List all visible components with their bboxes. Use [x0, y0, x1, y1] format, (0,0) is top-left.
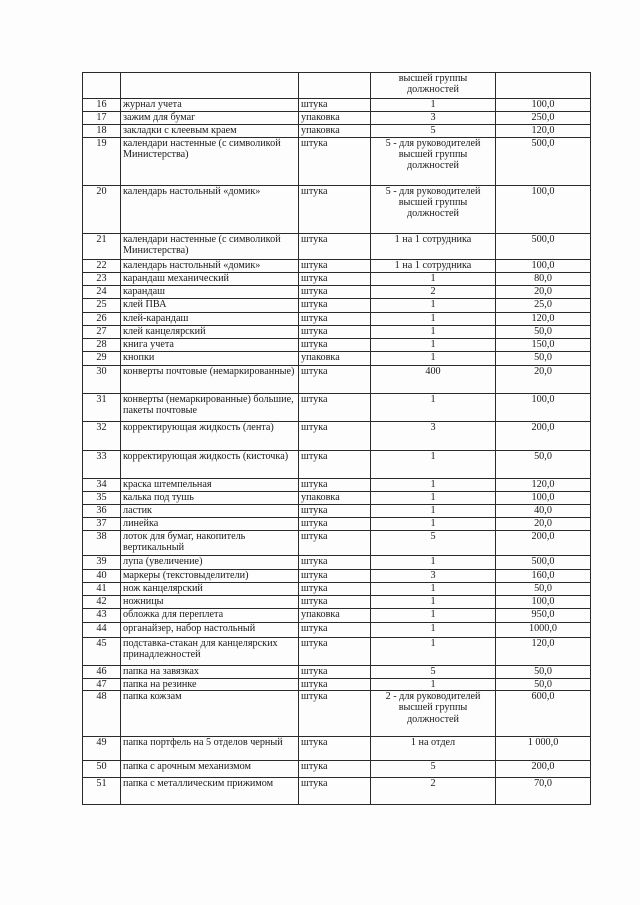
cell-unit: штука — [299, 138, 371, 186]
cell-price: 120,0 — [496, 638, 591, 666]
cell-unit: упаковка — [299, 352, 371, 366]
cell-num: 25 — [83, 299, 121, 313]
cell-name: календари настенные (с символикой Министерства) — [121, 138, 299, 186]
cell-name: лоток для бумаг, накопитель вертикальный — [121, 531, 299, 556]
table-row — [83, 609, 591, 623]
cell-num: 43 — [83, 609, 121, 623]
cell-qty: 1 — [371, 492, 496, 505]
cell-name: календарь настольный «домик» — [121, 186, 299, 234]
cell-unit: штука — [299, 596, 371, 609]
cell-name: маркеры (текстовыделители) — [121, 570, 299, 583]
cell-num: 48 — [83, 691, 121, 737]
cell-unit: штука — [299, 234, 371, 260]
cell-name: книга учета — [121, 339, 299, 352]
cell-num: 40 — [83, 570, 121, 583]
cell-num: 31 — [83, 394, 121, 422]
table-row — [83, 556, 591, 570]
cell-qty: 5 - для руководителей высшей группы должностей — [371, 186, 496, 234]
cell-qty: 5 — [371, 531, 496, 556]
cell-qty: высшей группы должностей — [371, 73, 496, 99]
cell-unit: штука — [299, 186, 371, 234]
cell-name: обложка для переплета — [121, 609, 299, 623]
table-row — [83, 583, 591, 596]
cell-price: 100,0 — [496, 186, 591, 234]
cell-name — [121, 73, 299, 99]
cell-num: 49 — [83, 737, 121, 761]
cell-qty: 1 — [371, 339, 496, 352]
cell-unit: штука — [299, 556, 371, 570]
cell-num: 47 — [83, 679, 121, 691]
cell-name: калька под тушь — [121, 492, 299, 505]
cell-qty: 1 на 1 сотрудника — [371, 260, 496, 273]
table-row — [83, 299, 591, 313]
cell-unit: штука — [299, 679, 371, 691]
cell-name: конверты (немаркированные) большие, пакеты почтовые — [121, 394, 299, 422]
cell-qty: 1 — [371, 583, 496, 596]
table-row-header-continuation — [83, 73, 591, 99]
cell-unit: штука — [299, 99, 371, 112]
cell-qty: 1 — [371, 299, 496, 313]
cell-qty: 2 — [371, 778, 496, 805]
cell-name: краска штемпельная — [121, 479, 299, 492]
cell-unit: штука — [299, 313, 371, 326]
cell-qty: 1 — [371, 273, 496, 286]
cell-price: 1000,0 — [496, 623, 591, 638]
cell-num: 33 — [83, 451, 121, 479]
table-row — [83, 326, 591, 339]
cell-price: 20,0 — [496, 366, 591, 394]
table-row — [83, 112, 591, 125]
cell-price: 100,0 — [496, 492, 591, 505]
cell-qty: 400 — [371, 366, 496, 394]
cell-num: 44 — [83, 623, 121, 638]
cell-qty: 1 на 1 сотрудника — [371, 234, 496, 260]
cell-num: 42 — [83, 596, 121, 609]
cell-qty: 1 — [371, 638, 496, 666]
cell-qty: 3 — [371, 422, 496, 451]
cell-qty: 1 — [371, 556, 496, 570]
cell-unit: штука — [299, 761, 371, 778]
cell-price: 20,0 — [496, 286, 591, 299]
cell-qty: 1 — [371, 352, 496, 366]
table-row — [83, 394, 591, 422]
cell-qty: 1 — [371, 679, 496, 691]
cell-unit: упаковка — [299, 125, 371, 138]
table-row — [83, 778, 591, 805]
cell-name: ластик — [121, 505, 299, 518]
cell-price: 20,0 — [496, 518, 591, 531]
table-row — [83, 422, 591, 451]
cell-qty: 1 — [371, 313, 496, 326]
cell-unit: штука — [299, 691, 371, 737]
table-row — [83, 273, 591, 286]
table-row — [83, 286, 591, 299]
cell-num: 26 — [83, 313, 121, 326]
cell-name: клей канцелярский — [121, 326, 299, 339]
cell-unit: штука — [299, 778, 371, 805]
cell-price: 100,0 — [496, 260, 591, 273]
cell-unit: штука — [299, 260, 371, 273]
cell-unit: штука — [299, 451, 371, 479]
cell-price: 120,0 — [496, 125, 591, 138]
cell-num: 37 — [83, 518, 121, 531]
cell-num: 36 — [83, 505, 121, 518]
cell-name: зажим для бумаг — [121, 112, 299, 125]
cell-price: 950,0 — [496, 609, 591, 623]
cell-name: лупа (увеличение) — [121, 556, 299, 570]
cell-qty: 1 — [371, 479, 496, 492]
cell-num: 20 — [83, 186, 121, 234]
table-row — [83, 505, 591, 518]
cell-price: 80,0 — [496, 273, 591, 286]
table-row — [83, 138, 591, 186]
cell-num: 24 — [83, 286, 121, 299]
table-row — [83, 761, 591, 778]
cell-num: 39 — [83, 556, 121, 570]
cell-qty: 1 — [371, 609, 496, 623]
cell-unit: штука — [299, 737, 371, 761]
cell-num: 34 — [83, 479, 121, 492]
cell-unit: штука — [299, 531, 371, 556]
table-row — [83, 596, 591, 609]
table-row — [83, 623, 591, 638]
table-row — [83, 518, 591, 531]
table-row — [83, 666, 591, 679]
cell-name: конверты почтовые (немаркированные) — [121, 366, 299, 394]
cell-price — [496, 73, 591, 99]
cell-unit: штука — [299, 339, 371, 352]
cell-unit: штука — [299, 505, 371, 518]
cell-qty: 3 — [371, 112, 496, 125]
cell-name: папка кожзам — [121, 691, 299, 737]
cell-price: 500,0 — [496, 556, 591, 570]
table-row — [83, 99, 591, 112]
cell-unit: упаковка — [299, 492, 371, 505]
cell-price: 50,0 — [496, 326, 591, 339]
cell-qty: 2 — [371, 286, 496, 299]
cell-num: 17 — [83, 112, 121, 125]
cell-qty: 1 — [371, 99, 496, 112]
cell-price: 25,0 — [496, 299, 591, 313]
cell-price: 40,0 — [496, 505, 591, 518]
cell-unit: штука — [299, 570, 371, 583]
cell-price: 500,0 — [496, 138, 591, 186]
cell-unit: штука — [299, 273, 371, 286]
cell-name: закладки с клеевым краем — [121, 125, 299, 138]
cell-num: 51 — [83, 778, 121, 805]
cell-num: 22 — [83, 260, 121, 273]
cell-num — [83, 73, 121, 99]
cell-name: карандаш механический — [121, 273, 299, 286]
table-row — [83, 234, 591, 260]
cell-price: 50,0 — [496, 352, 591, 366]
table-row — [83, 531, 591, 556]
cell-num: 29 — [83, 352, 121, 366]
table-row — [83, 366, 591, 394]
table-row — [83, 313, 591, 326]
cell-unit: штука — [299, 286, 371, 299]
cell-name: клей ПВА — [121, 299, 299, 313]
cell-unit: штука — [299, 326, 371, 339]
cell-name: подставка-стакан для канцелярских принадлежностей — [121, 638, 299, 666]
cell-unit: штука — [299, 518, 371, 531]
table-row — [83, 260, 591, 273]
cell-num: 16 — [83, 99, 121, 112]
cell-name: корректирующая жидкость (лента) — [121, 422, 299, 451]
cell-qty: 1 — [371, 326, 496, 339]
cell-price: 120,0 — [496, 313, 591, 326]
cell-name: папка на резинке — [121, 679, 299, 691]
cell-price: 100,0 — [496, 596, 591, 609]
cell-unit: штука — [299, 638, 371, 666]
cell-name: папка портфель на 5 отделов черный — [121, 737, 299, 761]
cell-qty: 5 — [371, 125, 496, 138]
cell-qty: 1 — [371, 518, 496, 531]
cell-num: 18 — [83, 125, 121, 138]
table-row — [83, 737, 591, 761]
cell-price: 200,0 — [496, 761, 591, 778]
table-row — [83, 125, 591, 138]
table-row — [83, 679, 591, 691]
cell-name: календари настенные (с символикой Министерства) — [121, 234, 299, 260]
cell-price: 250,0 — [496, 112, 591, 125]
cell-num: 19 — [83, 138, 121, 186]
table-row — [83, 691, 591, 737]
cell-qty: 5 - для руководителей высшей группы должностей — [371, 138, 496, 186]
cell-qty: 1 — [371, 394, 496, 422]
cell-name: корректирующая жидкость (кисточка) — [121, 451, 299, 479]
cell-name: органайзер, набор настольный — [121, 623, 299, 638]
cell-name: ножницы — [121, 596, 299, 609]
cell-num: 21 — [83, 234, 121, 260]
table-body — [83, 99, 591, 805]
cell-price: 600,0 — [496, 691, 591, 737]
cell-unit — [299, 73, 371, 99]
cell-unit: штука — [299, 394, 371, 422]
cell-num: 45 — [83, 638, 121, 666]
cell-num: 30 — [83, 366, 121, 394]
table-row — [83, 479, 591, 492]
cell-price: 50,0 — [496, 451, 591, 479]
cell-name: карандаш — [121, 286, 299, 299]
cell-unit: штука — [299, 623, 371, 638]
cell-unit: упаковка — [299, 609, 371, 623]
table-row — [83, 339, 591, 352]
cell-num: 23 — [83, 273, 121, 286]
table-row — [83, 638, 591, 666]
cell-price: 500,0 — [496, 234, 591, 260]
cell-qty: 2 - для руководителей высшей группы должностей — [371, 691, 496, 737]
table-row — [83, 352, 591, 366]
cell-qty: 1 — [371, 623, 496, 638]
cell-num: 35 — [83, 492, 121, 505]
cell-price: 1 000,0 — [496, 737, 591, 761]
cell-name: папка с арочным механизмом — [121, 761, 299, 778]
cell-qty: 5 — [371, 761, 496, 778]
cell-name: папка на завязках — [121, 666, 299, 679]
cell-qty: 1 — [371, 596, 496, 609]
cell-price: 50,0 — [496, 583, 591, 596]
cell-price: 120,0 — [496, 479, 591, 492]
cell-price: 160,0 — [496, 570, 591, 583]
cell-name: папка с металлическим прижимом — [121, 778, 299, 805]
cell-qty: 5 — [371, 666, 496, 679]
cell-name: календарь настольный «домик» — [121, 260, 299, 273]
cell-price: 200,0 — [496, 422, 591, 451]
table-row — [83, 492, 591, 505]
cell-qty: 3 — [371, 570, 496, 583]
table-row — [83, 186, 591, 234]
cell-price: 100,0 — [496, 99, 591, 112]
cell-price: 150,0 — [496, 339, 591, 352]
cell-name: клей-карандаш — [121, 313, 299, 326]
supplies-table — [82, 72, 591, 805]
cell-name: нож канцелярский — [121, 583, 299, 596]
cell-num: 50 — [83, 761, 121, 778]
table-row — [83, 451, 591, 479]
cell-num: 38 — [83, 531, 121, 556]
table-row — [83, 570, 591, 583]
cell-unit: упаковка — [299, 112, 371, 125]
cell-num: 28 — [83, 339, 121, 352]
cell-num: 27 — [83, 326, 121, 339]
cell-name: кнопки — [121, 352, 299, 366]
cell-price: 50,0 — [496, 679, 591, 691]
cell-unit: штука — [299, 299, 371, 313]
cell-unit: штука — [299, 366, 371, 394]
cell-unit: штука — [299, 422, 371, 451]
cell-num: 32 — [83, 422, 121, 451]
cell-num: 41 — [83, 583, 121, 596]
cell-qty: 1 — [371, 451, 496, 479]
cell-num: 46 — [83, 666, 121, 679]
cell-qty: 1 — [371, 505, 496, 518]
cell-unit: штука — [299, 479, 371, 492]
cell-name: журнал учета — [121, 99, 299, 112]
cell-unit: штука — [299, 666, 371, 679]
cell-qty: 1 на отдел — [371, 737, 496, 761]
cell-price: 100,0 — [496, 394, 591, 422]
cell-unit: штука — [299, 583, 371, 596]
cell-price: 70,0 — [496, 778, 591, 805]
cell-price: 200,0 — [496, 531, 591, 556]
cell-name: линейка — [121, 518, 299, 531]
cell-price: 50,0 — [496, 666, 591, 679]
